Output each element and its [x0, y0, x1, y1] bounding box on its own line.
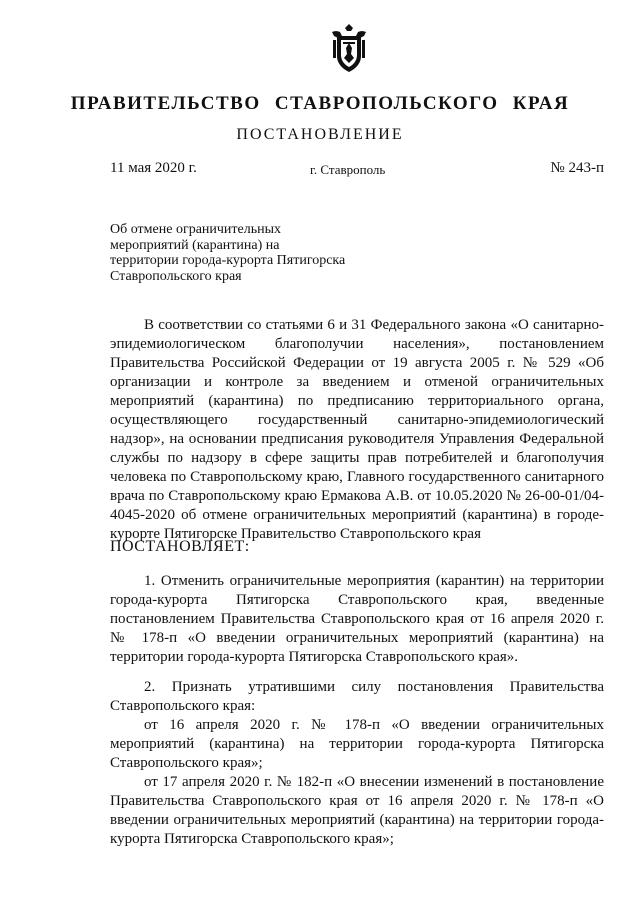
item-2 [110, 678, 604, 849]
decree-word: ПОСТАНОВЛЯЕТ: [110, 538, 250, 555]
document-date: 11 мая 2020 г. [110, 160, 197, 176]
document-number: № 243-п [550, 160, 604, 176]
preamble [110, 316, 604, 544]
document-subject: Об отмене ограничительных мероприятий (карантина) на территории города-курорта Пятигорска Ставропольского края [110, 222, 346, 284]
item-2-sub-1: от 16 апреля 2020 г. № 178-п «О введении ограничительных мероприятий (карантина) на территории города-курорта Пятигорска Ставропольского края»; [110, 717, 604, 771]
government-title: ПРАВИТЕЛЬСТВО СТАВРОПОЛЬСКОГО КРАЯ [70, 93, 570, 114]
item-2-sub-2: от 17 апреля 2020 г. № 182-п «О внесении изменений в постановление Правительства Ставропольского края от 16 апреля 2020 г. № 178-п «О введении ограничительных мероприятий (карантина) на территории города-курорта Пятигорска Ставропольского края»; [110, 774, 604, 847]
preamble-text: В соответствии со статьями 6 и 31 Федерального закона «О санитарно-эпидемиологическом благополучии населения», постановлением Правительства Российской Федерации от 19 августа 2005 г. № 529 «Об организации и контроле за введением и отменой ограничительных мероприятий (карантина) по предписанию территориального органа, осуществляющего государственный санитарно-эпидемиологический надзор», на основании предписания руководителя Управления Федеральной службы по надзору в сфере защиты прав потребителей и благополучия человека по Ставропольскому краю, Главного государственного санитарного врача по Ставропольскому краю Ермакова А.В. от 10.05.2020 № 26-00-01/04-4045-2020 об отмене ограничительных мероприятий (карантина) в городе-курорте Пятигорске Правительство Ставропольского края [110, 317, 604, 542]
document-city: г. Ставрополь [310, 162, 386, 177]
item-1-text: 1. Отменить ограничительные мероприятия (карантин) на территории города-курорта Пятигорска Ставропольского края, введенные постановлением Правительства Ставропольского края от 16 апреля 2020 г. № 178-п «О введении ограничительных мероприятий (карантина) на территории города-курорта Пятигорска Ставропольского края». [110, 573, 604, 665]
document-meta [110, 160, 604, 180]
coat-of-arms-icon [328, 22, 370, 74]
item-2-lead: 2. Признать утратившими силу постановления Правительства Ставропольского края: [110, 679, 604, 714]
item-1 [110, 572, 604, 667]
document-type: ПОСТАНОВЛЕНИЕ [236, 126, 404, 143]
